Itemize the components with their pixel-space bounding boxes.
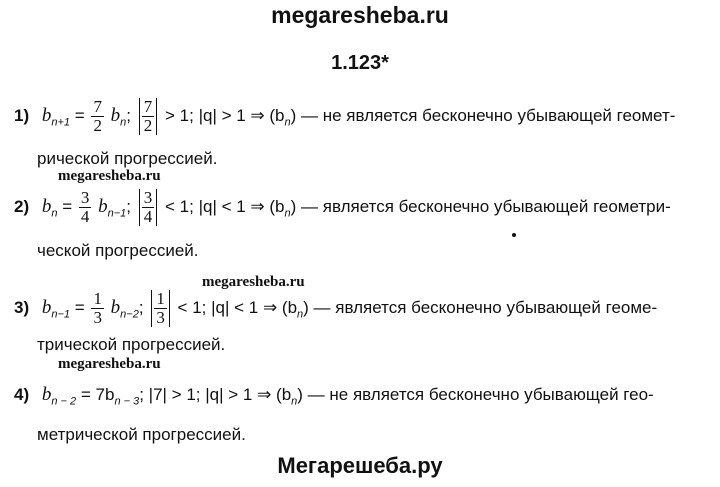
fraction: $\frac{1}{3}$ <box>93 289 102 327</box>
stray-dot <box>512 233 516 237</box>
watermark: megaresheba.ru <box>58 168 161 184</box>
item-3-continuation: трической прогрессией. <box>37 335 226 354</box>
problem-number: 1.123* <box>331 52 389 74</box>
absolute-value: $\frac{3}{4}$ <box>139 189 158 226</box>
item-1: 1) $b_{n+1}$ = $\frac{7}{2}$ $b_n$; $\frac{7}{2}$ > 1; |q| > 1 ⇒ $(b_n)$ — не является бесконечно убывающей геомет- <box>14 97 676 135</box>
item-4-continuation: метрической прогрессией. <box>37 425 246 444</box>
watermark: megaresheba.ru <box>58 356 161 372</box>
item-3: 3) $b_{n-1}$ = $\frac{1}{3}$ $b_{n-2}$; $\frac{1}{3}$ < 1; |q| < 1 ⇒ $(b_n)$ — является бесконечно убывающей геоме- <box>14 289 658 327</box>
item-number: 4) <box>14 385 30 404</box>
item-number: 3) <box>14 297 30 317</box>
fraction: $\frac{7}{2}$ <box>93 97 102 135</box>
site-header: megaresheba.ru <box>271 2 449 28</box>
watermark: megaresheba.ru <box>202 274 305 290</box>
absolute-value: $\frac{7}{2}$ <box>139 98 158 135</box>
item-number: 2) <box>14 196 30 216</box>
item-2-continuation: ческой прогрессией. <box>37 241 199 260</box>
item-number: 1) <box>14 105 30 125</box>
item-2: 2) $b_n$ = $\frac{3}{4}$ $b_{n-1}$; $\frac{3}{4}$ < 1; |q| < 1 ⇒ $(b_n)$ — является бесконечно убывающей геометри- <box>14 188 671 226</box>
item-4: 4) $b_{n - 2} = 7b_{n - 3}$; |7| > 1; |q| > 1 ⇒ $(b_n)$ — не является бесконечно убывающей гео- <box>14 384 654 408</box>
item-1-continuation: рической прогрессией. <box>37 149 218 168</box>
fraction: $\frac{3}{4}$ <box>80 188 90 226</box>
absolute-value: $\frac{1}{3}$ <box>151 290 170 327</box>
footer-brand: Мегарешеба.ру <box>277 453 443 478</box>
